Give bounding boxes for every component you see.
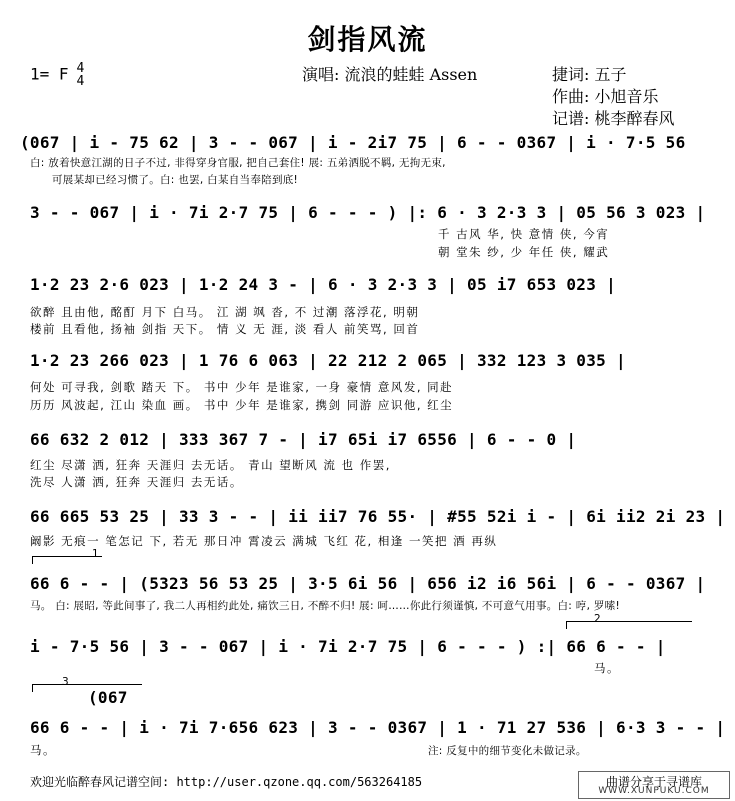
watermark-top: 曲谱分享于寻谱库 [605,775,702,789]
notation-row-3: 1·2 23 2·6 023 | 1·2 24 3 - | 6 · 3 2·3 3 | 05 i7 653 023 | [30,275,617,294]
lyric-row-1-line-2: 可展某却已经习惯了。白: 也罢, 白某自当奉陪到底! [52,174,299,186]
volta-1-number: 1 [92,548,99,560]
volta-2-tick [566,621,567,629]
lyric-row-2-line-2: 朝 堂朱 纱, 少 年任 侠, 耀武 [438,245,610,259]
notation-row-4: 1·2 23 266 023 | 1 76 6 063 | 22 212 2 065 | 332 123 3 035 | [30,351,626,370]
lyric-row-8-line-1: 马。 [594,661,620,675]
transcriber-credit: 记谱: 桃李醉春风 [552,109,675,128]
notation-row-5: 66 632 2 012 | 333 367 7 - | i7 65i i7 6556 | 6 - - 0 | [30,430,577,449]
footer-link-text: 欢迎光临醉春风记谱空间: http://user.qzone.qq.com/563264185 [30,775,423,789]
lyric-row-1-line-1: 白: 放着快意江湖的日子不过, 非得穿身官服, 把自己套住! 展: 五弟洒脱不羁, 无拘无束, [30,157,446,169]
lyric-row-7-line-1: 马。 白: 展昭, 等此间事了, 我二人再相约此处, 痛饮三日, 不醉不归! 展: 呵……你此行须谨慎, 不可意气用事。白: 哼, 罗嗦! [30,600,620,612]
page-title: 剑指风流 [307,23,428,56]
notation-row-7: 66 6 - - | (5323 56 53 25 | 3·5 6i 56 | 656 i2 i6 56i | 6 - - 0367 | [30,574,706,593]
volta-3-tick [32,684,33,692]
time-signature [77,62,85,88]
repeat-note: 注: 反复中的细节变化未做记录。 [428,745,587,757]
notation-row-2: 3 - - 067 | i · 7i 2·7 75 | 6 - - - ) |: 6 · 3 2·3 3 | 05 56 3 023 | [30,203,706,222]
notation-row-9: 66 6 - - | i · 7i 7·656 623 | 3 - - 0367 | 1 · 71 27 536 | 6·3 3 - - | [30,718,726,737]
notation-row-8: i - 7·5 56 | 3 - - 067 | i · 7i 2·7 75 | 6 - - - ) :| 66 6 - - | [30,637,666,656]
lyric-row-9-line-1: 马。 [30,743,56,757]
notation-row-1: (067 | i - 75 62 | 3 - - 067 | i - 2i7 75 | 6 - - 0367 | i · 7·5 56 [20,133,686,152]
lyricist-credit: 捷词: 五子 [552,65,627,84]
watermark-bottom: WWW.XUNPUKU.COM [598,786,710,796]
volta-2-number: 2 [594,613,601,625]
time-top: 4 [76,61,85,76]
composer-credit: 作曲: 小旭音乐 [552,87,659,106]
singer-credit: 演唱: 流浪的蛙蛙 Assen [302,65,478,84]
time-bottom: 4 [76,74,85,89]
lyric-row-3-line-2: 楼前 且看他, 扬袖 剑指 天下。 情 义 无 涯, 淡 看人 前笑骂, 回首 [30,322,420,336]
lyric-row-3-line-1: 欲醉 且由他, 酩酊 月下 白马。 江 湖 飒 沓, 不 过潮 落浮花, 明朝 [30,305,420,319]
volta-3-number: 3 [62,676,69,688]
lyric-row-5-line-1: 红尘 尽潇 洒, 狂奔 天涯归 去无话。 青山 望断风 流 也 作罢, [30,458,391,472]
volta-2-line [566,621,692,622]
volta-1-tick [32,556,33,564]
lyric-row-4-line-1: 何处 可寻我, 剑歌 踏天 下。 书中 少年 是谁家, 一身 豪情 意风发, 同赴 [30,380,454,394]
lyric-row-2-line-1: 千 古风 华, 快 意情 侠, 今宵 [438,227,610,241]
key-label: 1= F [30,64,69,84]
lyric-row-4-line-2: 历历 风波起, 江山 染血 画。 书中 少年 是谁家, 携剑 同游 应识他, 红尘 [30,398,454,412]
lyric-row-6-line-1: 阚影 无痕一 笔怎记 下, 若无 那日冲 霄凌云 满城 飞红 花, 相逢 一笑把 酒 再纵 [30,534,498,548]
notation-row-9-prefix: (067 [88,688,128,707]
key-signature [30,62,84,88]
lyric-row-5-line-2: 洗尽 人潇 洒, 狂奔 天涯归 去无话。 [30,475,243,489]
notation-row-6: 66 665 53 25 | 33 3 - - | ii ii7 76 55· | #55 52i i - | 6i ii2 2i 23 | [30,507,726,526]
watermark-box [578,771,730,799]
volta-3-line [32,684,142,685]
